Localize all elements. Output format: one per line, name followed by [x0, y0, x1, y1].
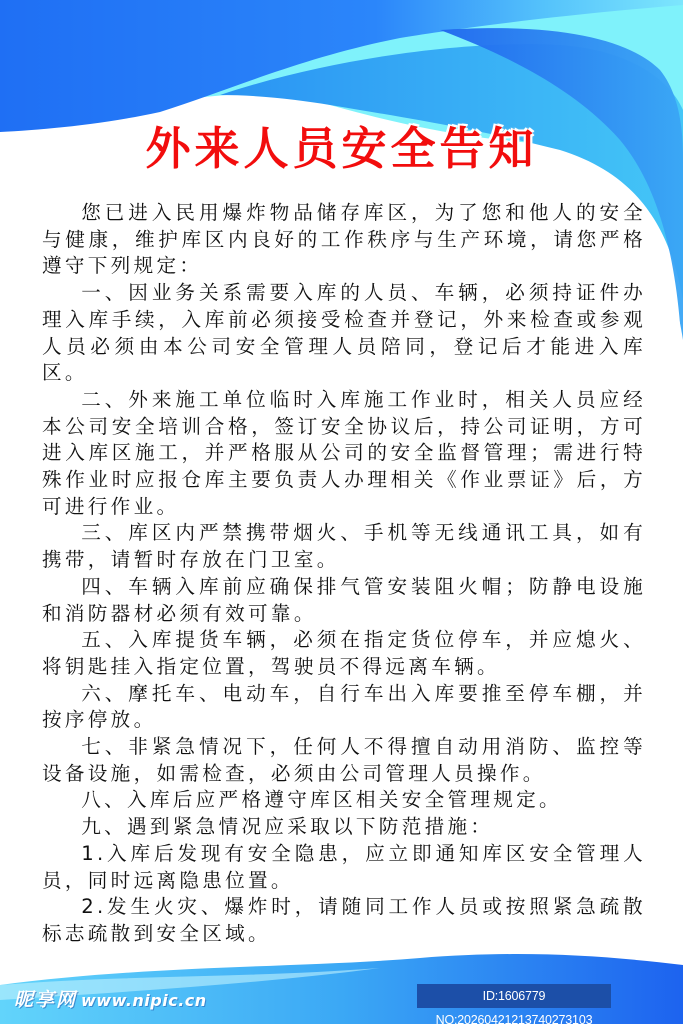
rule-8: 八、入库后应严格遵守库区相关安全管理规定。: [81, 788, 562, 812]
rule-1: 一、因业务关系需要入库的人员、车辆，必须持证件办理入库手续，入库前必须接受检查并登记，外来检查或参观人员必须由本公司安全管理人员陪同，登记后才能进入库区。: [42, 281, 646, 385]
watermark-id-box: ID:1606779 NO:20260421213740273103: [417, 984, 611, 1008]
emergency-measure-1: 1.入库后发现有安全隐患，应立即通知库区安全管理人员，同时远离隐患位置。: [42, 841, 646, 892]
poster-title: 外来人员安全告知: [145, 122, 538, 175]
rule-3: 三、库区内严禁携带烟火、手机等无线通讯工具，如有携带，请暂时存放在门卫室。: [42, 521, 646, 572]
watermark-logo-cn: 昵享网: [14, 989, 78, 1011]
rule-5: 五、入库提货车辆，必须在指定货位停车，并应熄火、将钥匙挂入指定位置，驾驶员不得远离车辆。: [42, 628, 646, 678]
rule-4: 四、车辆入库前应确保排气管安装阻火帽；防静电设施和消防器材必须有效可靠。: [42, 574, 646, 625]
intro-paragraph: 您已进入民用爆炸物品储存库区，为了您和他人的安全与健康，维护库区内良好的工作秩序与生产环境，请您严格遵守下列规定：: [42, 201, 646, 278]
emergency-measure-2: 2.发生火灾、爆炸时，请随同工作人员或按照紧急疏散标志疏散到安全区域。: [42, 895, 646, 945]
notice-body: [42, 200, 646, 948]
rule-2: 二、外来施工单位临时入库施工作业时，相关人员应经本公司安全培训合格，签订安全协议后，持公司证明，方可进入库区施工，并严格服从公司的安全监督管理；需进行特殊作业时应报仓库主要负责人办理相关《作业票证》后，方可进行作业。: [42, 387, 646, 518]
rule-9: 九、遇到紧急情况应采取以下防范措施：: [81, 815, 494, 839]
watermark-url: www.nipic.cn: [81, 991, 207, 1010]
rule-6: 六、摩托车、电动车，自行车出入库要推至停车棚，并按序停放。: [42, 681, 646, 732]
rule-7: 七、非紧急情况下，任何人不得擅自动用消防、监控等设备设施，如需检查，必须由公司管理人员操作。: [42, 735, 646, 785]
watermark-logo: [14, 985, 207, 1012]
